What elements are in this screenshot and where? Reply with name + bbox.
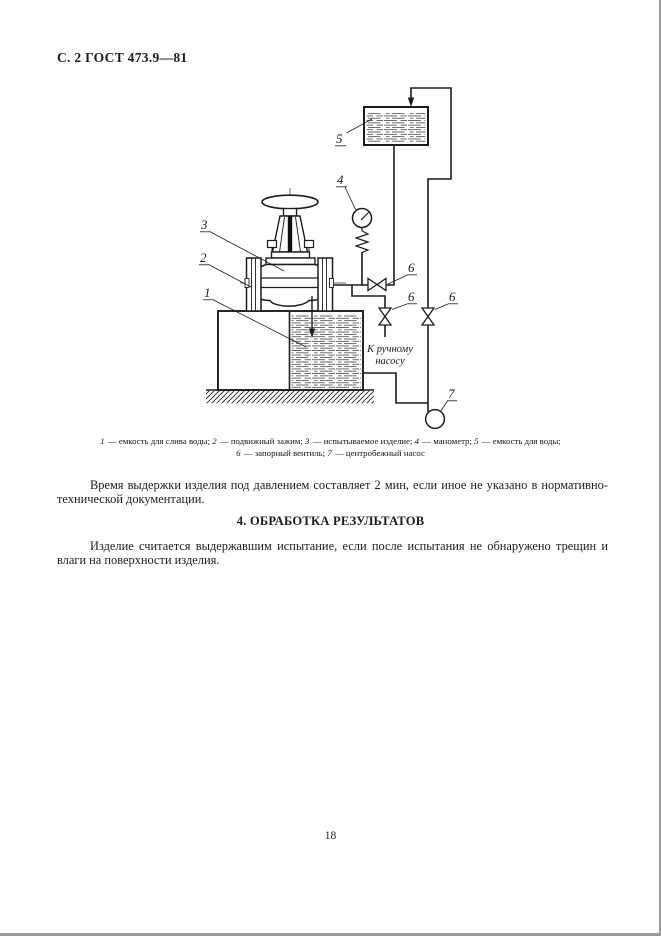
flow-arrow-upper [408, 98, 414, 108]
clamp-right [318, 258, 334, 311]
shutoff-valve-manual-branch [379, 308, 391, 325]
callout-7: 7 [448, 386, 455, 401]
section-heading-results: 4. ОБРАБОТКА РЕЗУЛЬТАТОВ [236, 514, 425, 528]
upper-tank [364, 107, 428, 145]
callout-6b: 6 [408, 289, 415, 304]
callout-6c: 6 [449, 289, 456, 304]
manual-pump-note [366, 344, 413, 367]
figure-caption: 1 — емкость для слива воды; 2 — подвижный зажим; 3 — испытываемое изделие; 4 — манометр; 5 — емкость для воды; 6 — запорный вентиль; 7 — центробежный насос [100, 436, 561, 458]
callout-6a: 6 [408, 260, 415, 275]
handwheel [262, 195, 318, 209]
paragraph-holding-time: Время выдержки изделия под давлением составляет 2 мин, если иное не указано в нормативно-технической документации. [57, 478, 608, 506]
test-rig-diagram [0, 0, 661, 430]
page-number: 18 [324, 830, 337, 842]
callout-3: 3 [201, 217, 208, 232]
shutoff-valve-pump-line [422, 308, 434, 325]
manometer [353, 209, 372, 253]
callout-1: 1 [204, 285, 211, 300]
centrifugal-pump [426, 410, 445, 429]
callout-2: 2 [200, 250, 207, 265]
paragraph-pass-criteria: Изделие считается выдержавшим испытание, если после испытания не обнаружено трещин и влаги на поверхности изделия. [57, 539, 608, 567]
callout-5: 5 [336, 131, 343, 146]
manual-pump-note-line2: насосу [375, 356, 405, 367]
clamp-left [245, 258, 261, 311]
page-header: С. 2 ГОСТ 473.9—81 [57, 50, 188, 65]
manual-pump-note-line1: К ручному [367, 344, 413, 355]
callout-4: 4 [337, 172, 344, 187]
siphon-coil [356, 231, 368, 253]
shutoff-valve-horizontal [368, 279, 386, 291]
ground-hatch [206, 390, 374, 403]
lower-tank [218, 311, 363, 390]
